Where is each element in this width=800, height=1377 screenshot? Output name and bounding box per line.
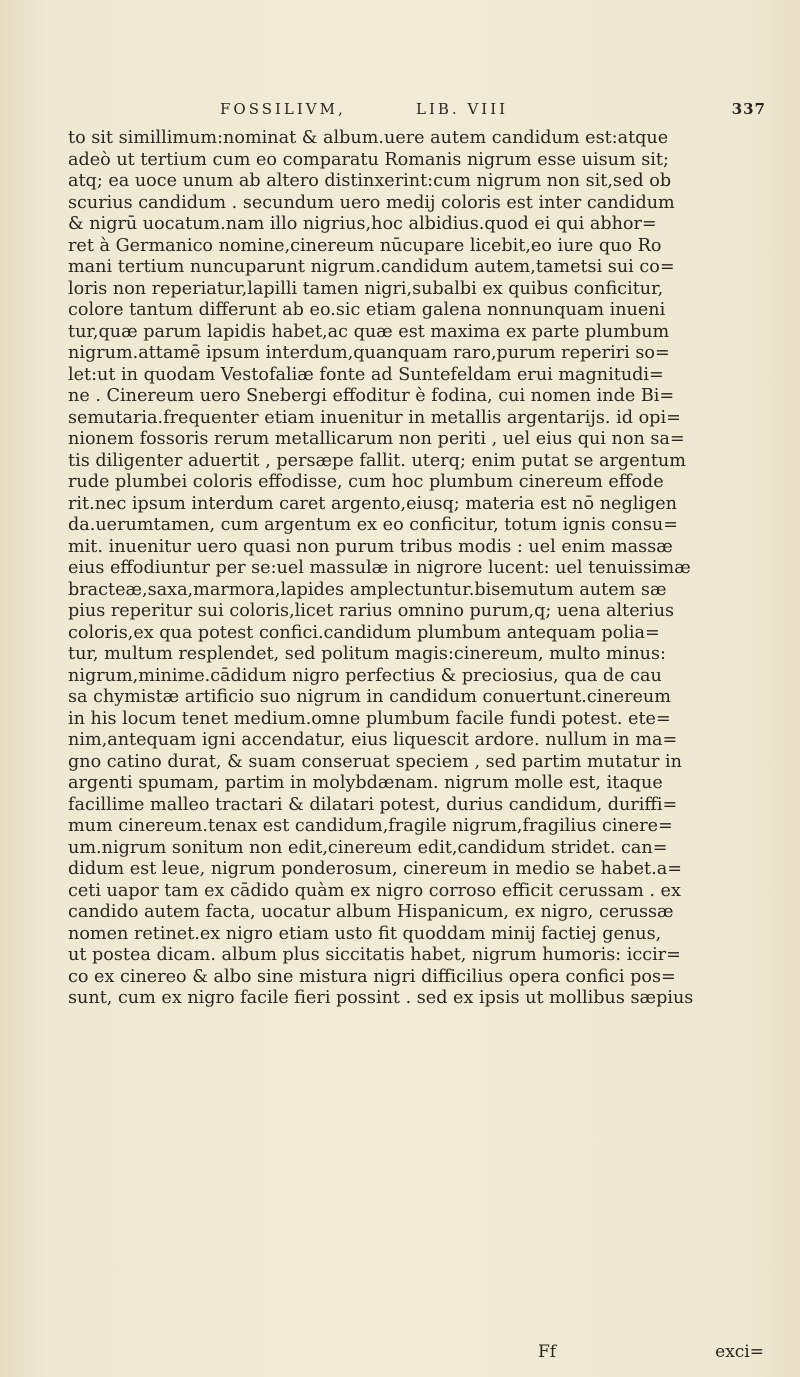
- text-line: atq; ea uoce unum ab altero distinxerint:cum nigrum non sit,sed ob: [68, 171, 672, 191]
- text-line: sunt, cum ex nigro facile fieri possint . sed ex ipsis ut mollibus sæpius: [68, 988, 694, 1008]
- page-header: [70, 100, 766, 124]
- text-line: scurius candidum . secundum uero medij coloris est inter candidum: [68, 192, 675, 213]
- text-line: in his locum tenet medium.omne plumbum facile fundi potest. ete=: [68, 708, 671, 729]
- book-label: LIB. VIII: [416, 100, 509, 118]
- text-line: nigrum.attamē ipsum interdum,quanquam raro,purum reperiri so=: [68, 343, 670, 363]
- text-line: tis diligenter aduertit , persæpe fallit. uterq; enim putat se argentum: [68, 450, 686, 471]
- text-line: coloris,ex qua potest confici.candidum plumbum antequam polia=: [68, 622, 660, 643]
- text-line: nomen retinet.ex nigro etiam usto fit quoddam minij factiej genus,: [68, 923, 662, 944]
- text-line: co ex cinereo & albo sine mistura nigri difficilius opera confici pos=: [68, 966, 676, 987]
- text-line: ret à Germanico nomine,cinereum nūcupare licebit,eo iure quo Ro: [68, 235, 662, 256]
- text-line: adeò ut tertium cum eo comparatu Romanis nigrum esse uisum sit;: [68, 149, 669, 170]
- text-line: let:ut in quodam Vestofaliæ fonte ad Suntefeldam erui magnitudi=: [68, 364, 664, 385]
- text-line: nim,antequam igni accendatur, eius liquescit ardore. nullum in ma=: [68, 730, 678, 750]
- text-line: mum cinereum.tenax est candidum,fragile nigrum,fragilius cinere=: [68, 816, 673, 836]
- text-line: da.uerumtamen, cum argentum ex eo conficitur, totum ignis consu=: [68, 515, 678, 535]
- text-line: candido autem facta, uocatur album Hispanicum, ex nigro, cerussæ: [68, 902, 674, 922]
- text-line: gno catino durat, & suam conseruat speciem , sed partim mutatur in: [68, 751, 682, 772]
- text-line: to sit simillimum:nominat & album.uere autem candidum est:atque: [68, 128, 669, 148]
- text-line: bracteæ,saxa,marmora,lapides amplectuntur.bisemutum autem sæ: [68, 579, 667, 600]
- page-footer: [68, 1342, 768, 1364]
- text-line: colore tantum differunt ab eo.sic etiam galena nonnunquam inueni: [68, 300, 666, 320]
- text-line: um.nigrum sonitum non edit,cinereum edit,candidum stridet. can=: [68, 837, 668, 858]
- text-line: ne . Cinereum uero Snebergi effoditur è fodina, cui nomen inde Bi=: [68, 386, 675, 406]
- catchword: exci=: [715, 1342, 764, 1362]
- text-line: nionem fossoris rerum metallicarum non periti , uel eius qui non sa=: [68, 429, 685, 449]
- body-text: [68, 128, 768, 1010]
- text-line: semutaria.frequenter etiam inuenitur in metallis argentarijs. id opi=: [68, 407, 681, 428]
- text-line: facillime malleo tractari & dilatari potest, durius candidum, duriffi=: [68, 794, 678, 815]
- text-line: rit.nec ipsum interdum caret argento,eiusq; materia est nō negligen: [68, 493, 677, 514]
- text-line: argenti spumam, partim in molybdænam. nigrum molle est, itaque: [68, 773, 663, 793]
- signature-mark: Ff: [538, 1342, 557, 1362]
- text-line: eius effodiuntur per se:uel massulæ in nigrore lucent: uel tenuissimæ: [68, 558, 691, 578]
- text-line: mani tertium nuncuparunt nigrum.candidum autem,tametsi sui co=: [68, 257, 675, 277]
- text-line: sa chymistæ artificio suo nigrum in candidum conuertunt.cinereum: [68, 687, 671, 707]
- text-line: pius reperitur sui coloris,licet rarius omnino purum,q; uena alterius: [68, 601, 675, 621]
- text-line: loris non reperiatur,lapilli tamen nigri,subalbi ex quibus conficitur,: [68, 278, 664, 299]
- text-line: ut postea dicam. album plus siccitatis habet, nigrum humoris: iccir=: [68, 945, 681, 965]
- text-line: didum est leue, nigrum ponderosum, cinereum in medio se habet.a=: [68, 859, 682, 879]
- text-line: tur, multum resplendet, sed politum magis:cinereum, multo minus:: [68, 644, 666, 664]
- running-title: FOSSILIVM,: [220, 100, 346, 118]
- text-line: rude plumbei coloris effodisse, cum hoc plumbum cinereum effode: [68, 472, 664, 492]
- text-line: nigrum,minime.cādidum nigro perfectius & preciosius, qua de cau: [68, 665, 662, 686]
- text-line: ceti uapor tam ex cādido quàm ex nigro corroso efficit cerussam . ex: [68, 880, 681, 901]
- page-number: 337: [731, 100, 766, 118]
- text-line: & nigrū uocatum.nam illo nigrius,hoc albidius.quod ei qui abhor=: [68, 214, 657, 234]
- text-line: tur,quæ parum lapidis habet,ac quæ est maxima ex parte plumbum: [68, 321, 670, 342]
- text-line: mit. inuenitur uero quasi non purum tribus modis : uel enim massæ: [68, 536, 673, 557]
